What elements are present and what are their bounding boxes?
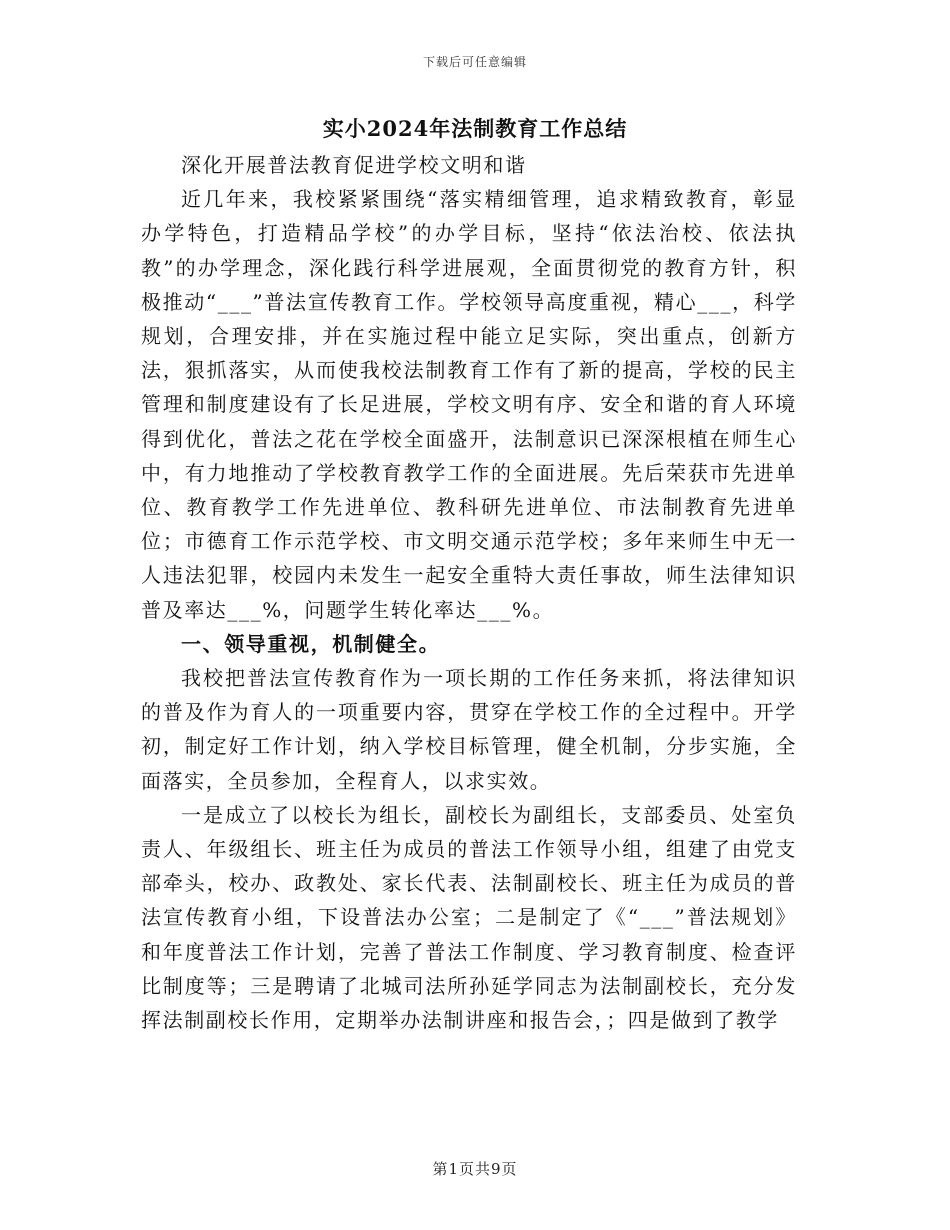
subtitle-paragraph: 深化开展普法教育促进学校文明和谐 — [181, 153, 527, 177]
document-body — [141, 148, 797, 1037]
document-title: 实小2024年法制教育工作总结 — [322, 116, 628, 141]
body-paragraph: 一是成立了以校长为组长，副校长为副组长，支部委员、处室负责人、年级组长、班主任为成员的普法工作领导小组，组建了由党支部牵头，校办、政教处、家长代表、法制副校长、班主任为成员的普法宣传教育小组，下设普法办公室；二是制定了《“___”普法规划》和年度普法工作计划，完善了普法工作制度、学习教育制度、检查评比制度等；三是聘请了北城司法所孙延学同志为法制副校长，充分发挥法制副校长作用，定期举办法制讲座和报告会，；四是做到了教学 — [141, 802, 797, 1033]
intro-paragraph: 近几年来，我校紧紧围绕“落实精细管理，追求精致教育，彰显办学特色，打造精品学校”的办学目标，坚持“依法治校、依法执教”的办学理念，深化践行科学进展观，全面贯彻党的教育方针，积极推动“___”普法宣传教育工作。学校领导高度重视，精心___，科学规划，合理安排，并在实施过程中能立足实际，突出重点，创新方法，狠抓落实，从而使我校法制教育工作有了新的提高，学校的民主管理和制度建设有了长足进展，学校文明有序、安全和谐的育人环境得到优化，普法之花在学校全面盛开，法制意识已深深根植在师生心中，有力地推动了学校教育教学工作的全面进展。先后荣获市先进单位、教育教学工作先进单位、教科研先进单位、市法制教育先进单位；市德育工作示范学校、市文明交通示范学校；多年来师生中无一人违法犯罪，校园内未发生一起安全重特大责任事故，师生法律知识普及率达___%，问题学生转化率达___%。 — [141, 187, 797, 622]
page-number: 第1页共9页 — [432, 1160, 518, 1178]
header-note: 下载后可任意编辑 — [422, 55, 527, 69]
body-paragraph: 我校把普法宣传教育作为一项长期的工作任务来抓，将法律知识的普及作为育人的一项重要内容，贯穿在学校工作的全过程中。开学初，制定好工作计划，纳入学校目标管理，健全机制，分步实施，全面落实，全员参加，全程育人，以求实效。 — [141, 666, 797, 793]
section-heading: 一、领导重视，机制健全。 — [181, 631, 441, 656]
